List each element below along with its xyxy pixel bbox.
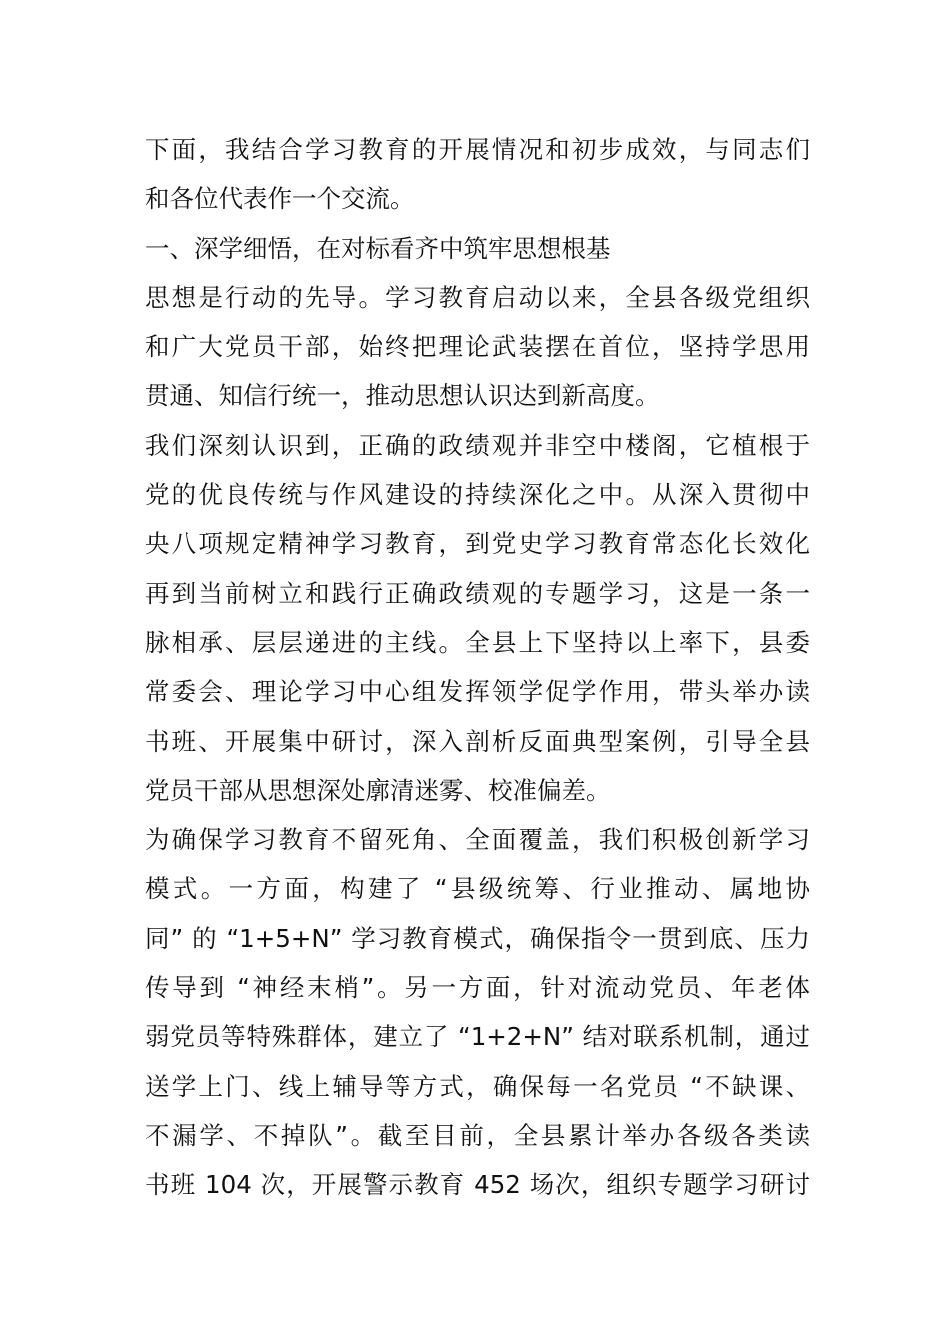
text-line: 和各位代表作一个交流。: [145, 184, 415, 214]
text-line: 再到当前树立和践行正确政绩观的专题学习，这是一条一: [145, 578, 810, 608]
text-line: 思想是行动的先导。学习教育启动以来，全县各级党组织: [145, 282, 810, 312]
text-line: 为确保学习教育不留死角、全面覆盖，我们积极创新学习: [145, 825, 810, 855]
text-line: 常委会、理论学习中心组发挥领学促学作用，带头举办读: [145, 677, 810, 707]
text-line: 弱党员等特殊群体，建立了 “1+2+N” 结对联系机制，通过: [145, 1022, 810, 1052]
text-line: 模式。一方面，构建了 “县级统筹、行业推动、属地协: [145, 874, 810, 904]
text-line: 和广大党员干部，始终把理论武装摆在首位，坚持学思用: [145, 332, 810, 362]
text-line: 传导到 “神经末梢”。另一方面，针对流动党员、年老体: [145, 973, 810, 1003]
text-line: 不漏学、不掉队”。截至目前，全县累计举办各级各类读: [145, 1120, 810, 1150]
text-line: 党员干部从思想深处廓清迷雾、校准偏差。: [145, 775, 611, 805]
body-text: [145, 125, 810, 1210]
text-line: 脉相承、层层递进的主线。全县上下坚持以上率下，县委: [145, 627, 810, 657]
text-line: 党的优良传统与作风建设的持续深化之中。从深入贯彻中: [145, 480, 810, 510]
text-line: 贯通、知信行统一，推动思想认识达到新高度。: [145, 381, 660, 411]
section-heading: 一、深学细悟，在对标看齐中筑牢思想根基: [145, 233, 611, 263]
text-line: 同” 的 “1+5+N” 学习教育模式，确保指令一贯到底、压力: [145, 923, 810, 953]
text-line: 书班、开展集中研讨，深入剖析反面典型案例，引导全县: [145, 726, 810, 756]
text-line: 送学上门、线上辅导等方式，确保每一名党员 “不缺课、: [145, 1071, 810, 1101]
text-line: 我们深刻认识到，正确的政绩观并非空中楼阁，它植根于: [145, 430, 810, 460]
text-line: 书班 104 次，开展警示教育 452 场次，组织专题学习研讨: [145, 1170, 810, 1200]
text-line: 央八项规定精神学习教育，到党史学习教育常态化长效化: [145, 529, 810, 559]
text-line: 下面，我结合学习教育的开展情况和初步成效，与同志们: [145, 135, 810, 164]
